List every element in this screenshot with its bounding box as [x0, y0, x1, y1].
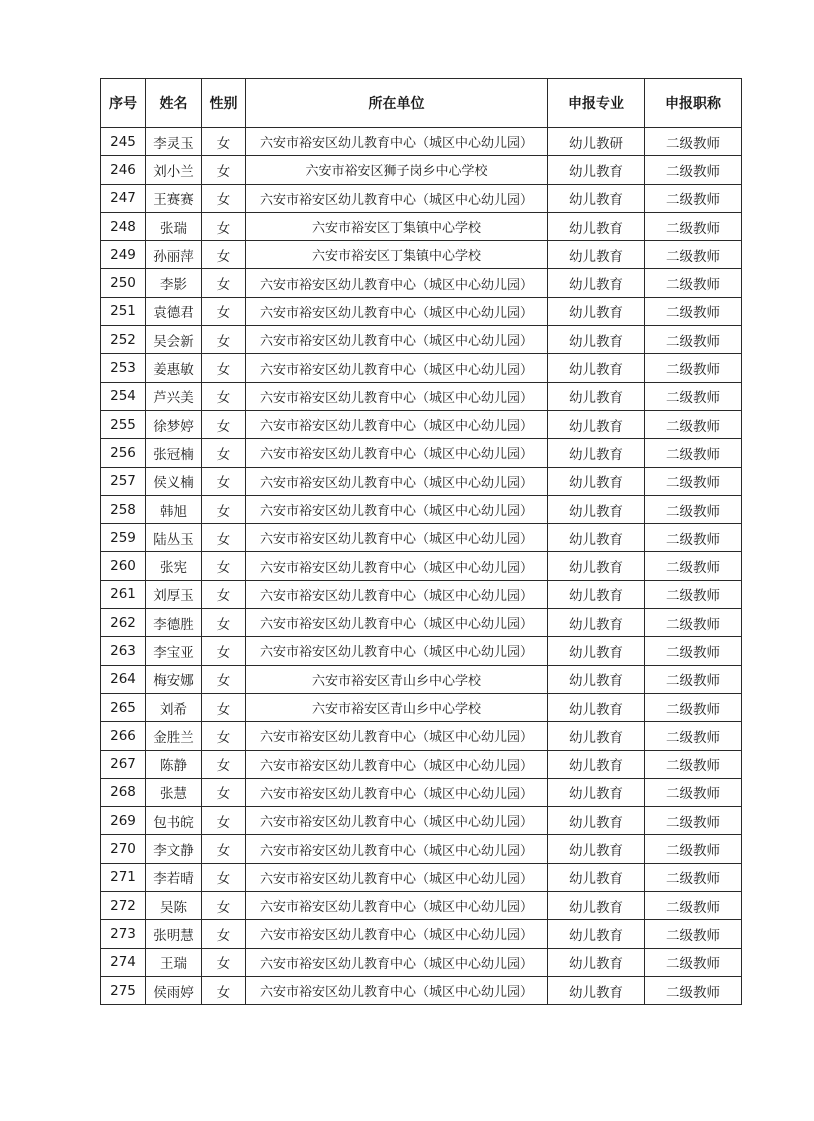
- cell-unit: 六安市裕安区青山乡中心学校: [246, 693, 548, 721]
- cell-seq: 271: [101, 863, 146, 891]
- cell-name: 侯雨婷: [146, 976, 202, 1004]
- cell-major: 幼儿教育: [548, 297, 645, 325]
- cell-seq: 274: [101, 948, 146, 976]
- roster-table: [100, 78, 742, 1005]
- cell-title: 二级教师: [645, 580, 742, 608]
- cell-name: 刘厚玉: [146, 580, 202, 608]
- cell-seq: 261: [101, 580, 146, 608]
- cell-major: 幼儿教育: [548, 948, 645, 976]
- cell-gender: 女: [202, 326, 246, 354]
- cell-seq: 246: [101, 156, 146, 184]
- cell-major: 幼儿教育: [548, 269, 645, 297]
- cell-major: 幼儿教育: [548, 835, 645, 863]
- cell-seq: 250: [101, 269, 146, 297]
- cell-major: 幼儿教育: [548, 750, 645, 778]
- cell-major: 幼儿教育: [548, 580, 645, 608]
- table-row: [101, 467, 742, 495]
- table-row: [101, 976, 742, 1004]
- cell-major: 幼儿教育: [548, 467, 645, 495]
- cell-gender: 女: [202, 524, 246, 552]
- cell-major: 幼儿教育: [548, 722, 645, 750]
- table-row: [101, 269, 742, 297]
- cell-gender: 女: [202, 693, 246, 721]
- cell-name: 韩旭: [146, 495, 202, 523]
- cell-unit: 六安市裕安区幼儿教育中心（城区中心幼儿园）: [246, 128, 548, 156]
- table-row: [101, 609, 742, 637]
- cell-unit: 六安市裕安区幼儿教育中心（城区中心幼儿园）: [246, 892, 548, 920]
- cell-unit: 六安市裕安区幼儿教育中心（城区中心幼儿园）: [246, 920, 548, 948]
- cell-gender: 女: [202, 269, 246, 297]
- cell-unit: 六安市裕安区幼儿教育中心（城区中心幼儿园）: [246, 184, 548, 212]
- cell-major: 幼儿教育: [548, 184, 645, 212]
- cell-title: 二级教师: [645, 269, 742, 297]
- cell-gender: 女: [202, 807, 246, 835]
- cell-major: 幼儿教育: [548, 410, 645, 438]
- cell-seq: 256: [101, 439, 146, 467]
- cell-seq: 263: [101, 637, 146, 665]
- table-row: [101, 439, 742, 467]
- cell-gender: 女: [202, 354, 246, 382]
- cell-major: 幼儿教育: [548, 920, 645, 948]
- cell-gender: 女: [202, 637, 246, 665]
- table-row: [101, 778, 742, 806]
- table-row: [101, 241, 742, 269]
- cell-gender: 女: [202, 184, 246, 212]
- cell-gender: 女: [202, 552, 246, 580]
- cell-unit: 六安市裕安区幼儿教育中心（城区中心幼儿园）: [246, 637, 548, 665]
- cell-title: 二级教师: [645, 609, 742, 637]
- cell-title: 二级教师: [645, 467, 742, 495]
- cell-name: 张慧: [146, 778, 202, 806]
- cell-seq: 266: [101, 722, 146, 750]
- table-row: [101, 665, 742, 693]
- cell-name: 陆丛玉: [146, 524, 202, 552]
- cell-major: 幼儿教育: [548, 807, 645, 835]
- cell-name: 张冠楠: [146, 439, 202, 467]
- table-row: [101, 184, 742, 212]
- cell-seq: 245: [101, 128, 146, 156]
- cell-name: 刘希: [146, 693, 202, 721]
- cell-gender: 女: [202, 467, 246, 495]
- cell-name: 芦兴美: [146, 382, 202, 410]
- cell-unit: 六安市裕安区青山乡中心学校: [246, 665, 548, 693]
- cell-seq: 268: [101, 778, 146, 806]
- cell-name: 李宝亚: [146, 637, 202, 665]
- cell-name: 张瑞: [146, 212, 202, 240]
- header-unit: 所在单位: [246, 79, 548, 128]
- cell-gender: 女: [202, 892, 246, 920]
- cell-gender: 女: [202, 156, 246, 184]
- cell-title: 二级教师: [645, 552, 742, 580]
- cell-gender: 女: [202, 410, 246, 438]
- cell-seq: 252: [101, 326, 146, 354]
- cell-seq: 248: [101, 212, 146, 240]
- cell-unit: 六安市裕安区幼儿教育中心（城区中心幼儿园）: [246, 976, 548, 1004]
- cell-unit: 六安市裕安区幼儿教育中心（城区中心幼儿园）: [246, 552, 548, 580]
- cell-seq: 253: [101, 354, 146, 382]
- cell-major: 幼儿教育: [548, 665, 645, 693]
- cell-gender: 女: [202, 439, 246, 467]
- cell-gender: 女: [202, 495, 246, 523]
- cell-seq: 267: [101, 750, 146, 778]
- cell-seq: 259: [101, 524, 146, 552]
- cell-name: 李文静: [146, 835, 202, 863]
- cell-title: 二级教师: [645, 778, 742, 806]
- table-body: [101, 128, 742, 1005]
- cell-gender: 女: [202, 778, 246, 806]
- cell-name: 徐梦婷: [146, 410, 202, 438]
- cell-title: 二级教师: [645, 835, 742, 863]
- cell-seq: 269: [101, 807, 146, 835]
- cell-title: 二级教师: [645, 807, 742, 835]
- header-name: 姓名: [146, 79, 202, 128]
- cell-name: 金胜兰: [146, 722, 202, 750]
- cell-seq: 254: [101, 382, 146, 410]
- cell-seq: 251: [101, 297, 146, 325]
- cell-title: 二级教师: [645, 212, 742, 240]
- cell-unit: 六安市裕安区幼儿教育中心（城区中心幼儿园）: [246, 948, 548, 976]
- cell-name: 张明慧: [146, 920, 202, 948]
- table-row: [101, 156, 742, 184]
- cell-unit: 六安市裕安区幼儿教育中心（城区中心幼儿园）: [246, 326, 548, 354]
- cell-major: 幼儿教育: [548, 609, 645, 637]
- cell-seq: 249: [101, 241, 146, 269]
- cell-gender: 女: [202, 212, 246, 240]
- cell-title: 二级教师: [645, 326, 742, 354]
- table-row: [101, 863, 742, 891]
- table-row: [101, 835, 742, 863]
- cell-name: 侯义楠: [146, 467, 202, 495]
- cell-title: 二级教师: [645, 410, 742, 438]
- cell-unit: 六安市裕安区幼儿教育中心（城区中心幼儿园）: [246, 297, 548, 325]
- table-row: [101, 693, 742, 721]
- cell-major: 幼儿教育: [548, 439, 645, 467]
- table-row: [101, 722, 742, 750]
- cell-major: 幼儿教育: [548, 354, 645, 382]
- cell-title: 二级教师: [645, 297, 742, 325]
- cell-major: 幼儿教育: [548, 326, 645, 354]
- cell-gender: 女: [202, 382, 246, 410]
- cell-gender: 女: [202, 609, 246, 637]
- cell-seq: 275: [101, 976, 146, 1004]
- table-row: [101, 128, 742, 156]
- cell-gender: 女: [202, 835, 246, 863]
- cell-name: 吴会新: [146, 326, 202, 354]
- cell-title: 二级教师: [645, 892, 742, 920]
- cell-gender: 女: [202, 722, 246, 750]
- cell-major: 幼儿教育: [548, 524, 645, 552]
- cell-gender: 女: [202, 665, 246, 693]
- cell-unit: 六安市裕安区幼儿教育中心（城区中心幼儿园）: [246, 835, 548, 863]
- table-row: [101, 354, 742, 382]
- cell-seq: 262: [101, 609, 146, 637]
- cell-unit: 六安市裕安区幼儿教育中心（城区中心幼儿园）: [246, 410, 548, 438]
- cell-gender: 女: [202, 580, 246, 608]
- cell-title: 二级教师: [645, 722, 742, 750]
- cell-major: 幼儿教育: [548, 976, 645, 1004]
- cell-title: 二级教师: [645, 920, 742, 948]
- cell-major: 幼儿教育: [548, 241, 645, 269]
- cell-name: 包书皖: [146, 807, 202, 835]
- cell-title: 二级教师: [645, 524, 742, 552]
- cell-name: 张宪: [146, 552, 202, 580]
- cell-name: 王赛赛: [146, 184, 202, 212]
- cell-title: 二级教师: [645, 382, 742, 410]
- cell-gender: 女: [202, 750, 246, 778]
- cell-unit: 六安市裕安区幼儿教育中心（城区中心幼儿园）: [246, 863, 548, 891]
- cell-major: 幼儿教育: [548, 693, 645, 721]
- cell-major: 幼儿教育: [548, 778, 645, 806]
- cell-major: 幼儿教育: [548, 637, 645, 665]
- table-row: [101, 326, 742, 354]
- table-row: [101, 892, 742, 920]
- cell-name: 李影: [146, 269, 202, 297]
- cell-major: 幼儿教育: [548, 382, 645, 410]
- cell-name: 刘小兰: [146, 156, 202, 184]
- cell-unit: 六安市裕安区幼儿教育中心（城区中心幼儿园）: [246, 269, 548, 297]
- cell-seq: 258: [101, 495, 146, 523]
- cell-unit: 六安市裕安区丁集镇中心学校: [246, 212, 548, 240]
- table-row: [101, 495, 742, 523]
- table-row: [101, 212, 742, 240]
- cell-seq: 265: [101, 693, 146, 721]
- cell-gender: 女: [202, 297, 246, 325]
- cell-name: 姜惠敏: [146, 354, 202, 382]
- cell-seq: 264: [101, 665, 146, 693]
- cell-seq: 270: [101, 835, 146, 863]
- cell-title: 二级教师: [645, 495, 742, 523]
- table-row: [101, 948, 742, 976]
- cell-major: 幼儿教育: [548, 495, 645, 523]
- table-row: [101, 807, 742, 835]
- cell-name: 袁德君: [146, 297, 202, 325]
- cell-unit: 六安市裕安区幼儿教育中心（城区中心幼儿园）: [246, 750, 548, 778]
- cell-name: 李灵玉: [146, 128, 202, 156]
- cell-gender: 女: [202, 948, 246, 976]
- table-row: [101, 637, 742, 665]
- cell-gender: 女: [202, 128, 246, 156]
- cell-name: 李若晴: [146, 863, 202, 891]
- cell-seq: 272: [101, 892, 146, 920]
- table-row: [101, 410, 742, 438]
- cell-gender: 女: [202, 241, 246, 269]
- cell-title: 二级教师: [645, 241, 742, 269]
- cell-title: 二级教师: [645, 637, 742, 665]
- cell-unit: 六安市裕安区幼儿教育中心（城区中心幼儿园）: [246, 354, 548, 382]
- cell-name: 孙丽萍: [146, 241, 202, 269]
- table-row: [101, 552, 742, 580]
- cell-title: 二级教师: [645, 354, 742, 382]
- cell-name: 李德胜: [146, 609, 202, 637]
- cell-title: 二级教师: [645, 439, 742, 467]
- header-row: [101, 79, 742, 128]
- cell-seq: 257: [101, 467, 146, 495]
- table-row: [101, 920, 742, 948]
- cell-unit: 六安市裕安区幼儿教育中心（城区中心幼儿园）: [246, 467, 548, 495]
- cell-major: 幼儿教育: [548, 863, 645, 891]
- cell-unit: 六安市裕安区幼儿教育中心（城区中心幼儿园）: [246, 722, 548, 750]
- cell-unit: 六安市裕安区幼儿教育中心（城区中心幼儿园）: [246, 778, 548, 806]
- cell-seq: 273: [101, 920, 146, 948]
- cell-major: 幼儿教育: [548, 212, 645, 240]
- cell-seq: 260: [101, 552, 146, 580]
- cell-unit: 六安市裕安区幼儿教育中心（城区中心幼儿园）: [246, 495, 548, 523]
- cell-major: 幼儿教育: [548, 552, 645, 580]
- cell-unit: 六安市裕安区幼儿教育中心（城区中心幼儿园）: [246, 807, 548, 835]
- cell-gender: 女: [202, 920, 246, 948]
- cell-title: 二级教师: [645, 750, 742, 778]
- cell-major: 幼儿教育: [548, 892, 645, 920]
- cell-name: 陈静: [146, 750, 202, 778]
- header-major: 申报专业: [548, 79, 645, 128]
- table-row: [101, 580, 742, 608]
- cell-unit: 六安市裕安区幼儿教育中心（城区中心幼儿园）: [246, 382, 548, 410]
- cell-title: 二级教师: [645, 863, 742, 891]
- cell-title: 二级教师: [645, 156, 742, 184]
- cell-title: 二级教师: [645, 948, 742, 976]
- cell-seq: 247: [101, 184, 146, 212]
- cell-unit: 六安市裕安区幼儿教育中心（城区中心幼儿园）: [246, 580, 548, 608]
- table-row: [101, 750, 742, 778]
- cell-unit: 六安市裕安区幼儿教育中心（城区中心幼儿园）: [246, 524, 548, 552]
- cell-unit: 六安市裕安区丁集镇中心学校: [246, 241, 548, 269]
- cell-seq: 255: [101, 410, 146, 438]
- cell-title: 二级教师: [645, 976, 742, 1004]
- header-gender: 性别: [202, 79, 246, 128]
- cell-major: 幼儿教研: [548, 128, 645, 156]
- cell-unit: 六安市裕安区幼儿教育中心（城区中心幼儿园）: [246, 609, 548, 637]
- cell-major: 幼儿教育: [548, 156, 645, 184]
- cell-title: 二级教师: [645, 184, 742, 212]
- cell-title: 二级教师: [645, 693, 742, 721]
- cell-gender: 女: [202, 976, 246, 1004]
- cell-gender: 女: [202, 863, 246, 891]
- table-row: [101, 382, 742, 410]
- cell-title: 二级教师: [645, 128, 742, 156]
- header-title: 申报职称: [645, 79, 742, 128]
- table-row: [101, 524, 742, 552]
- cell-name: 王瑞: [146, 948, 202, 976]
- cell-title: 二级教师: [645, 665, 742, 693]
- cell-name: 吴陈: [146, 892, 202, 920]
- table-row: [101, 297, 742, 325]
- cell-unit: 六安市裕安区狮子岗乡中心学校: [246, 156, 548, 184]
- cell-unit: 六安市裕安区幼儿教育中心（城区中心幼儿园）: [246, 439, 548, 467]
- cell-name: 梅安娜: [146, 665, 202, 693]
- table-header: [101, 79, 742, 128]
- header-seq: 序号: [101, 79, 146, 128]
